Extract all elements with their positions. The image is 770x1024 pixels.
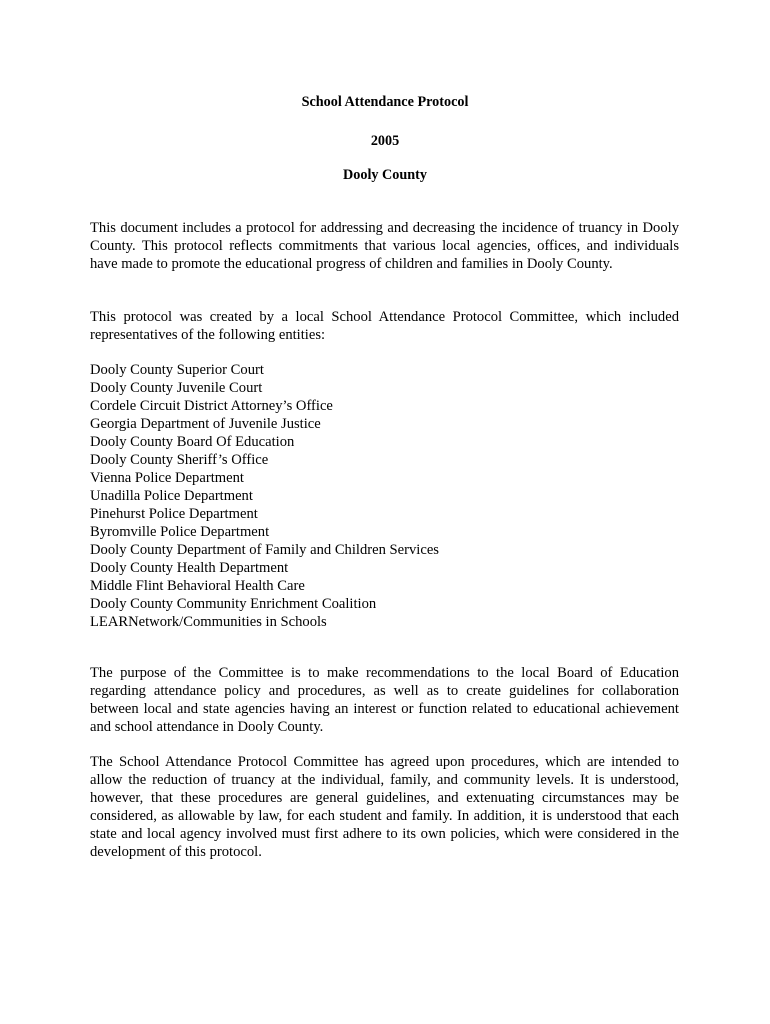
entity-item: Cordele Circuit District Attorney’s Office	[90, 398, 333, 414]
entity-item: Dooly County Superior Court	[90, 362, 264, 378]
entity-item: Pinehurst Police Department	[90, 506, 258, 522]
entity-item: Byromville Police Department	[90, 524, 270, 540]
procedures-paragraph: The School Attendance Protocol Committee has agreed upon procedures, which are intended to allow the reduction of truancy at the individual, family, and community levels. It is understood, however, that these procedures are general guidelines, and extenuating circumstances may be considered, as allowable by law, for each student and family. In addition, it is understood that each state and local agency involved must first adhere to its own policies, which were considered in the development of this protocol.	[90, 754, 679, 860]
committee-paragraph: This protocol was created by a local School Attendance Protocol Committee, which included representatives of the following entities:	[90, 309, 679, 343]
entity-item: Dooly County Juvenile Court	[90, 380, 263, 396]
document-year: 2005	[370, 133, 400, 149]
entity-item: Dooly County Department of Family and Children Services	[90, 542, 439, 558]
entity-item: Dooly County Health Department	[90, 560, 289, 576]
entity-item: Dooly County Sheriff’s Office	[90, 452, 269, 468]
entity-item: Vienna Police Department	[90, 470, 244, 486]
entity-item: Unadilla Police Department	[90, 488, 253, 504]
purpose-paragraph: The purpose of the Committee is to make recommendations to the local Board of Education regarding attendance policy and procedures, as well as to create guidelines for collaboration between local and state agencies having an interest or function related to educational achievement and school attendance in Dooly County.	[90, 665, 679, 735]
entity-item: Dooly County Community Enrichment Coalition	[90, 596, 377, 612]
document-title: School Attendance Protocol	[301, 94, 469, 110]
entity-item: Middle Flint Behavioral Health Care	[90, 578, 305, 594]
entity-item: LEARNetwork/Communities in Schools	[90, 614, 327, 630]
intro-paragraph: This document includes a protocol for addressing and decreasing the incidence of truancy in Dooly County. This protocol reflects commitments that various local agencies, offices, and individuals have made to promote the educational progress of children and families in Dooly County.	[90, 220, 679, 272]
entity-list	[90, 361, 679, 631]
document-county: Dooly County	[343, 167, 427, 183]
entity-item: Georgia Department of Juvenile Justice	[90, 416, 321, 432]
entity-item: Dooly County Board Of Education	[90, 434, 295, 450]
